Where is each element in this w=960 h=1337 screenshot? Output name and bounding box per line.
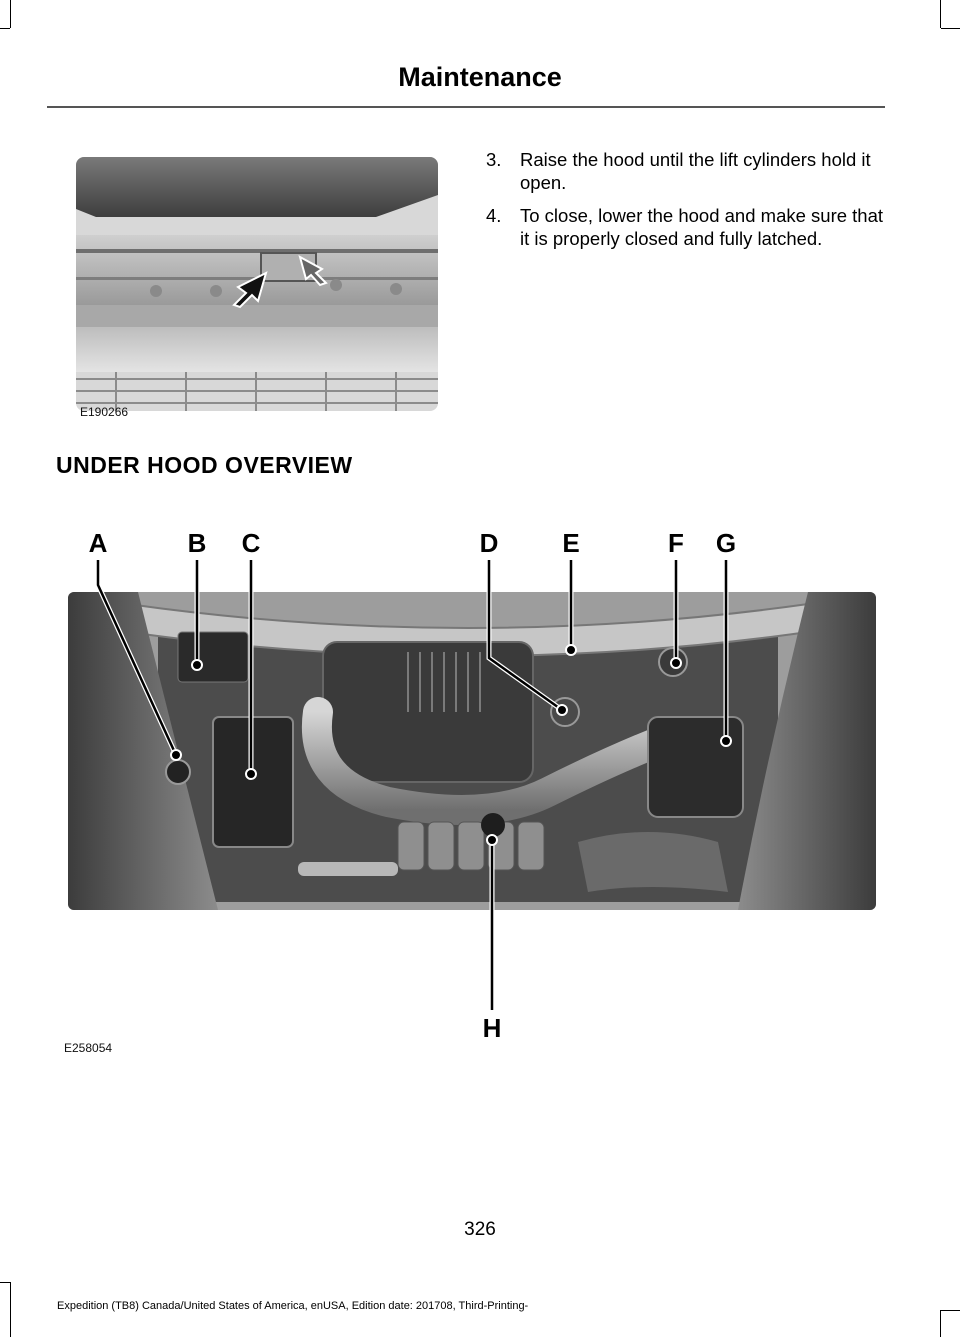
step-number: 4. [486, 205, 502, 226]
step-text: Raise the hood until the lift cylinders hold it open. [520, 149, 871, 193]
callout-label-b: B [187, 528, 207, 558]
crop-mark [0, 1282, 10, 1283]
list-item [486, 204, 886, 250]
step-number: 3. [486, 149, 502, 170]
page-number: 326 [464, 1219, 496, 1240]
list-item [486, 148, 886, 194]
callout-label-f: F [668, 528, 684, 558]
callout-label-a: A [88, 528, 108, 558]
crop-mark [940, 0, 941, 28]
figure-code: E190266 [80, 405, 129, 419]
crop-mark [940, 1310, 941, 1337]
callout-label-d: D [479, 528, 499, 558]
edition-footer: Expedition (TB8) Canada/United States of America, enUSA, Edition date: 201708, Third-Printing- [57, 1300, 529, 1312]
crop-mark [941, 28, 960, 29]
callout-label-g: G [715, 528, 737, 558]
callout-label-h: H [482, 1013, 502, 1043]
step-text: To close, lower the hood and make sure that it is properly closed and fully latched. [520, 205, 884, 249]
crop-mark [941, 1310, 960, 1311]
crop-mark [0, 28, 10, 29]
callout-label-e: E [562, 528, 580, 558]
callout-label-c: C [241, 528, 261, 558]
engine-compartment-illustration [68, 592, 876, 910]
figure-code: E258054 [64, 1041, 113, 1055]
section-title: UNDER HOOD OVERVIEW [56, 452, 353, 478]
crop-mark [10, 0, 11, 28]
steps-list [486, 148, 886, 260]
hood-latch-illustration [76, 157, 438, 411]
page-title: Maintenance [398, 62, 562, 92]
header-divider [47, 106, 885, 108]
crop-mark [10, 1282, 11, 1337]
